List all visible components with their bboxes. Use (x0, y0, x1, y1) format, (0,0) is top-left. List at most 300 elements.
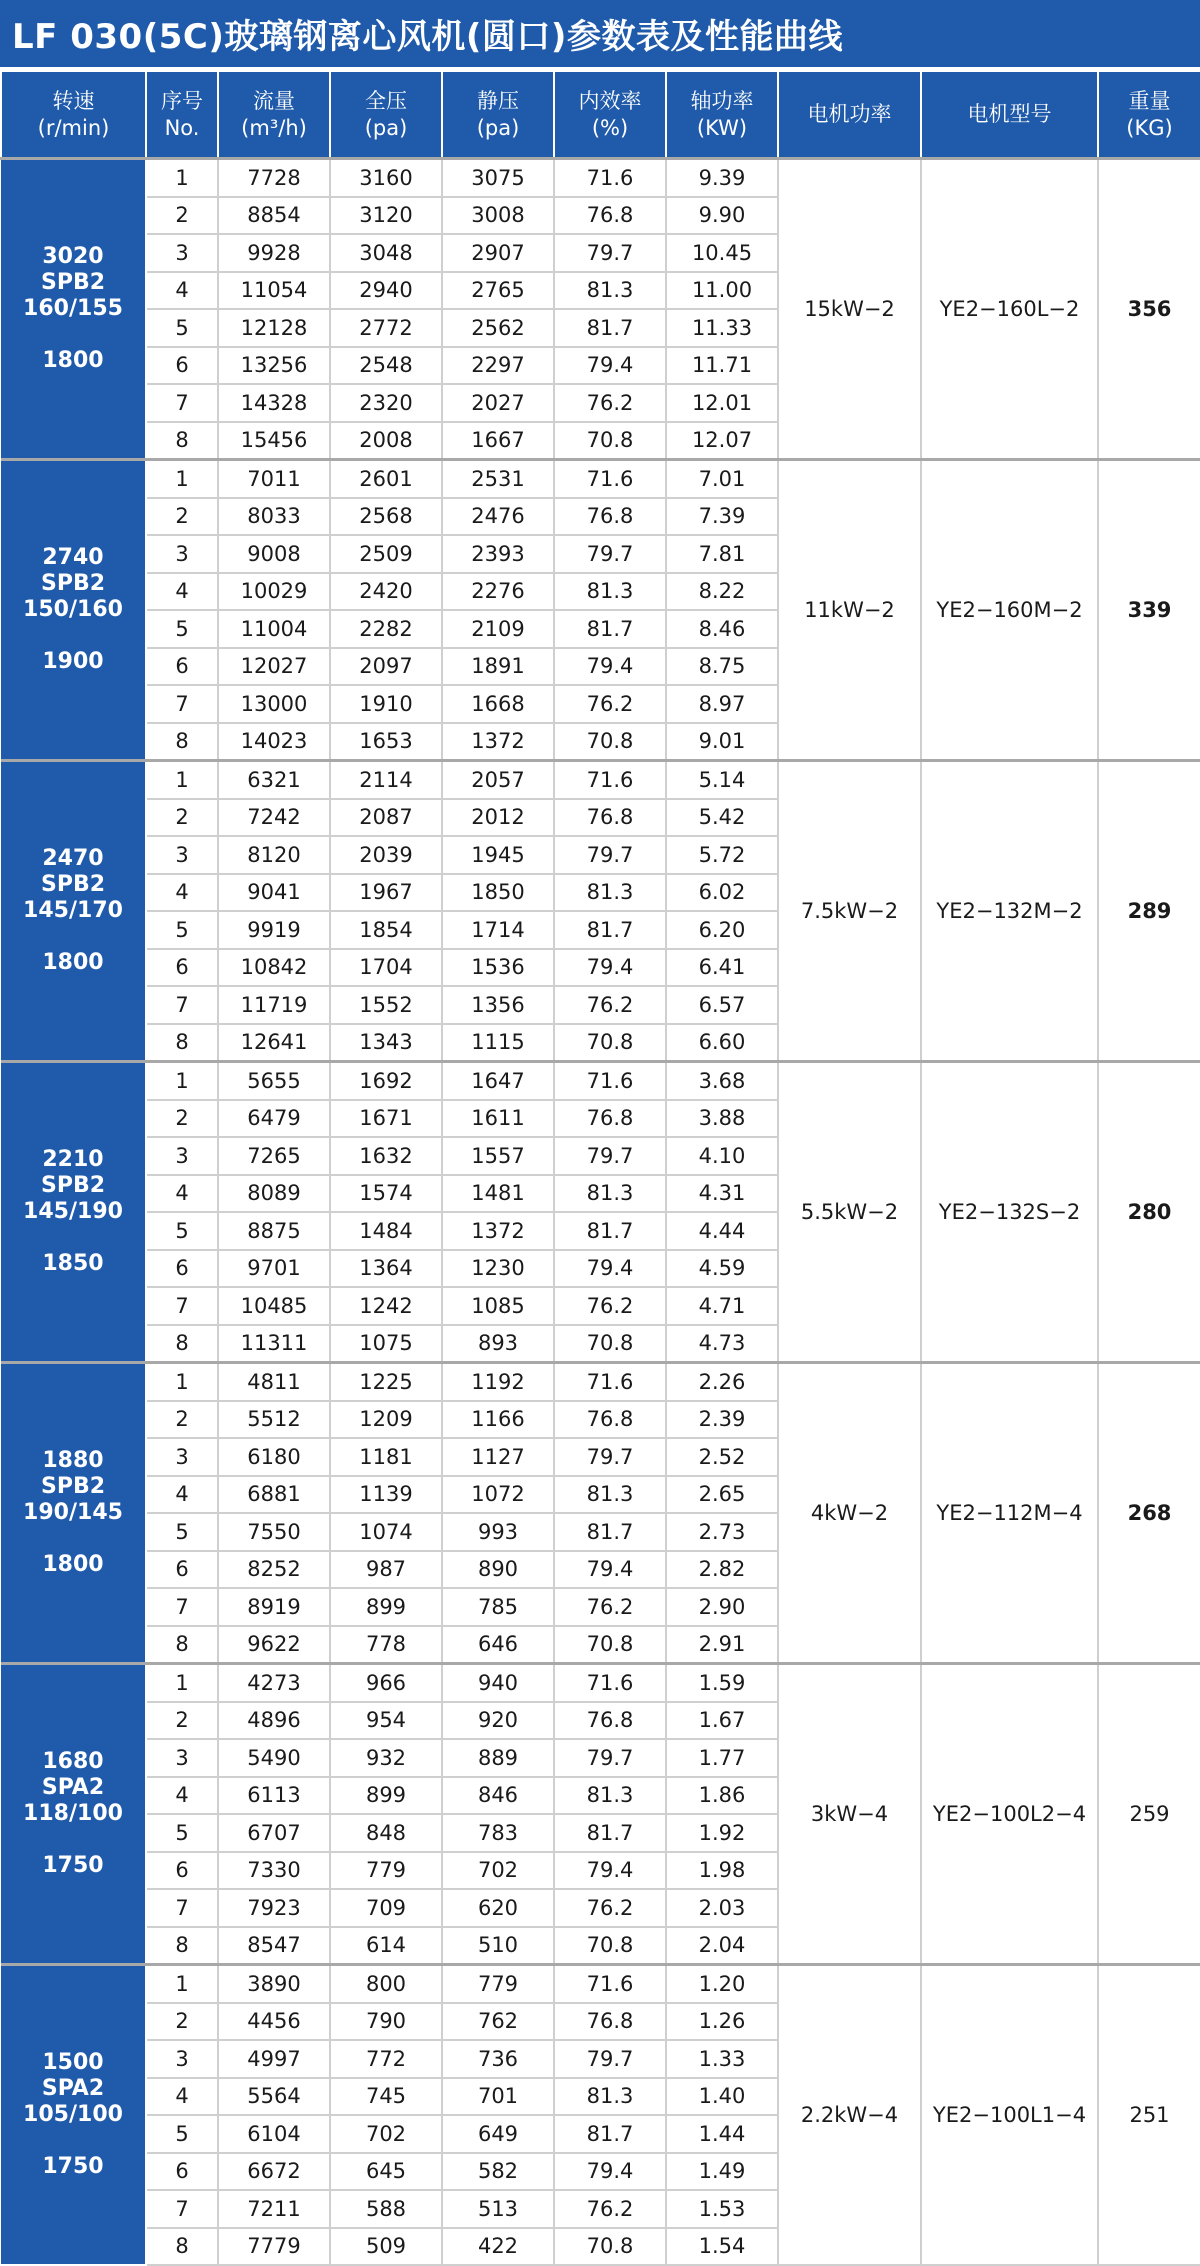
header-number: 序号 No. (146, 71, 218, 159)
total-pressure-value: 1209 (330, 1401, 442, 1439)
efficiency-value: 71.6 (554, 1965, 666, 2003)
header-total-pressure: 全压 (pa) (330, 71, 442, 159)
motor-model-cell: YE2−112M−4 (921, 1363, 1098, 1664)
total-pressure-value: 1364 (330, 1250, 442, 1288)
flow-value: 9928 (218, 234, 330, 272)
static-pressure-value: 993 (442, 1513, 554, 1551)
row-number: 1 (146, 159, 218, 197)
flow-value: 9622 (218, 1626, 330, 1664)
static-pressure-value: 2562 (442, 309, 554, 347)
shaft-power-value: 1.67 (666, 1702, 778, 1740)
flow-value: 8252 (218, 1551, 330, 1589)
row-number: 5 (146, 911, 218, 949)
motor-model-cell: YE2−132M−2 (921, 761, 1098, 1062)
speed-cell: 1680 SPA2 118/100 1750 (1, 1664, 146, 1965)
table-body (1, 159, 1200, 2266)
row-number: 7 (146, 384, 218, 422)
shaft-power-value: 1.77 (666, 1739, 778, 1777)
shaft-power-value: 9.01 (666, 723, 778, 761)
efficiency-value: 79.7 (554, 1137, 666, 1175)
flow-value: 7923 (218, 1889, 330, 1927)
static-pressure-value: 1481 (442, 1175, 554, 1213)
flow-value: 4896 (218, 1702, 330, 1740)
efficiency-value: 70.8 (554, 1927, 666, 1965)
total-pressure-value: 1910 (330, 685, 442, 723)
efficiency-value: 76.2 (554, 685, 666, 723)
shaft-power-value: 12.01 (666, 384, 778, 422)
flow-value: 9919 (218, 911, 330, 949)
flow-value: 4811 (218, 1363, 330, 1401)
flow-value: 8120 (218, 836, 330, 874)
total-pressure-value: 588 (330, 2190, 442, 2228)
shaft-power-value: 11.00 (666, 272, 778, 310)
shaft-power-value: 4.31 (666, 1175, 778, 1213)
total-pressure-value: 745 (330, 2078, 442, 2116)
flow-value: 7265 (218, 1137, 330, 1175)
total-pressure-value: 614 (330, 1927, 442, 1965)
efficiency-value: 76.8 (554, 197, 666, 235)
row-number: 4 (146, 272, 218, 310)
efficiency-value: 70.8 (554, 2228, 666, 2266)
efficiency-value: 81.3 (554, 272, 666, 310)
shaft-power-value: 2.91 (666, 1626, 778, 1664)
total-pressure-value: 645 (330, 2153, 442, 2191)
row-number: 1 (146, 460, 218, 498)
row-number: 8 (146, 1325, 218, 1363)
static-pressure-value: 2531 (442, 460, 554, 498)
row-number: 6 (146, 1551, 218, 1589)
flow-value: 5655 (218, 1062, 330, 1100)
row-number: 6 (146, 1852, 218, 1890)
speed-cell: 3020 SPB2 160/155 1800 (1, 159, 146, 460)
shaft-power-value: 6.60 (666, 1024, 778, 1062)
table-row (1, 460, 1200, 498)
static-pressure-value: 1945 (442, 836, 554, 874)
total-pressure-value: 2039 (330, 836, 442, 874)
static-pressure-value: 701 (442, 2078, 554, 2116)
shaft-power-value: 1.40 (666, 2078, 778, 2116)
shaft-power-value: 7.39 (666, 498, 778, 536)
row-number: 6 (146, 347, 218, 385)
efficiency-value: 81.7 (554, 1814, 666, 1852)
efficiency-value: 79.4 (554, 949, 666, 987)
total-pressure-value: 899 (330, 1777, 442, 1815)
row-number: 4 (146, 1476, 218, 1514)
row-number: 2 (146, 197, 218, 235)
efficiency-value: 79.4 (554, 347, 666, 385)
flow-value: 12641 (218, 1024, 330, 1062)
row-number: 3 (146, 1137, 218, 1175)
shaft-power-value: 2.52 (666, 1438, 778, 1476)
speed-cell: 2740 SPB2 150/160 1900 (1, 460, 146, 761)
efficiency-value: 81.3 (554, 874, 666, 912)
efficiency-value: 81.3 (554, 1476, 666, 1514)
total-pressure-value: 2509 (330, 535, 442, 573)
static-pressure-value: 940 (442, 1664, 554, 1702)
static-pressure-value: 1714 (442, 911, 554, 949)
total-pressure-value: 1181 (330, 1438, 442, 1476)
flow-value: 8875 (218, 1212, 330, 1250)
motor-power-cell: 3kW−4 (778, 1664, 921, 1965)
static-pressure-value: 702 (442, 1852, 554, 1890)
flow-value: 10029 (218, 573, 330, 611)
shaft-power-value: 11.33 (666, 309, 778, 347)
flow-value: 13000 (218, 685, 330, 723)
shaft-power-value: 7.81 (666, 535, 778, 573)
efficiency-value: 81.7 (554, 309, 666, 347)
efficiency-value: 76.8 (554, 799, 666, 837)
row-number: 7 (146, 1889, 218, 1927)
static-pressure-value: 1891 (442, 648, 554, 686)
total-pressure-value: 2601 (330, 460, 442, 498)
static-pressure-value: 785 (442, 1588, 554, 1626)
shaft-power-value: 1.26 (666, 2003, 778, 2041)
speed-cell: 2210 SPB2 145/190 1850 (1, 1062, 146, 1363)
efficiency-value: 76.2 (554, 1287, 666, 1325)
flow-value: 7211 (218, 2190, 330, 2228)
shaft-power-value: 5.14 (666, 761, 778, 799)
total-pressure-value: 509 (330, 2228, 442, 2266)
efficiency-value: 76.8 (554, 2003, 666, 2041)
static-pressure-value: 1667 (442, 422, 554, 460)
efficiency-value: 79.4 (554, 648, 666, 686)
motor-power-cell: 11kW−2 (778, 460, 921, 761)
total-pressure-value: 2114 (330, 761, 442, 799)
efficiency-value: 81.7 (554, 1212, 666, 1250)
total-pressure-value: 1671 (330, 1100, 442, 1138)
flow-value: 8089 (218, 1175, 330, 1213)
shaft-power-value: 1.59 (666, 1664, 778, 1702)
efficiency-value: 81.7 (554, 2115, 666, 2153)
efficiency-value: 71.6 (554, 159, 666, 197)
row-number: 4 (146, 2078, 218, 2116)
efficiency-value: 76.8 (554, 498, 666, 536)
shaft-power-value: 4.44 (666, 1212, 778, 1250)
efficiency-value: 81.3 (554, 573, 666, 611)
total-pressure-value: 1075 (330, 1325, 442, 1363)
motor-power-cell: 7.5kW−2 (778, 761, 921, 1062)
row-number: 3 (146, 1438, 218, 1476)
row-number: 6 (146, 648, 218, 686)
row-number: 5 (146, 1513, 218, 1551)
motor-model-cell: YE2−100L1−4 (921, 1965, 1098, 2266)
shaft-power-value: 2.90 (666, 1588, 778, 1626)
shaft-power-value: 4.73 (666, 1325, 778, 1363)
efficiency-value: 70.8 (554, 422, 666, 460)
row-number: 7 (146, 1588, 218, 1626)
motor-model-cell: YE2−160L−2 (921, 159, 1098, 460)
row-number: 2 (146, 498, 218, 536)
efficiency-value: 70.8 (554, 1626, 666, 1664)
static-pressure-value: 2765 (442, 272, 554, 310)
total-pressure-value: 2548 (330, 347, 442, 385)
static-pressure-value: 1166 (442, 1401, 554, 1439)
shaft-power-value: 1.53 (666, 2190, 778, 2228)
shaft-power-value: 9.90 (666, 197, 778, 235)
shaft-power-value: 7.01 (666, 460, 778, 498)
row-number: 8 (146, 2228, 218, 2266)
total-pressure-value: 1704 (330, 949, 442, 987)
efficiency-value: 76.2 (554, 2190, 666, 2228)
static-pressure-value: 2012 (442, 799, 554, 837)
static-pressure-value: 1557 (442, 1137, 554, 1175)
total-pressure-value: 709 (330, 1889, 442, 1927)
efficiency-value: 79.7 (554, 1739, 666, 1777)
efficiency-value: 79.7 (554, 535, 666, 573)
total-pressure-value: 1632 (330, 1137, 442, 1175)
efficiency-value: 76.2 (554, 1588, 666, 1626)
total-pressure-value: 2940 (330, 272, 442, 310)
flow-value: 6479 (218, 1100, 330, 1138)
efficiency-value: 71.6 (554, 1363, 666, 1401)
flow-value: 11004 (218, 610, 330, 648)
shaft-power-value: 6.41 (666, 949, 778, 987)
static-pressure-value: 2907 (442, 234, 554, 272)
row-number: 5 (146, 610, 218, 648)
static-pressure-value: 422 (442, 2228, 554, 2266)
weight-cell: 356 (1098, 159, 1200, 460)
row-number: 1 (146, 1965, 218, 2003)
row-number: 5 (146, 309, 218, 347)
motor-model-cell: YE2−100L2−4 (921, 1664, 1098, 1965)
weight-cell: 339 (1098, 460, 1200, 761)
static-pressure-value: 783 (442, 1814, 554, 1852)
table-row (1, 159, 1200, 197)
efficiency-value: 71.6 (554, 761, 666, 799)
shaft-power-value: 1.20 (666, 1965, 778, 2003)
weight-cell: 280 (1098, 1062, 1200, 1363)
efficiency-value: 81.3 (554, 2078, 666, 2116)
shaft-power-value: 6.57 (666, 986, 778, 1024)
shaft-power-value: 6.02 (666, 874, 778, 912)
shaft-power-value: 9.39 (666, 159, 778, 197)
flow-value: 8854 (218, 197, 330, 235)
row-number: 6 (146, 2153, 218, 2191)
total-pressure-value: 848 (330, 1814, 442, 1852)
efficiency-value: 79.7 (554, 836, 666, 874)
static-pressure-value: 513 (442, 2190, 554, 2228)
flow-value: 6113 (218, 1777, 330, 1815)
row-number: 5 (146, 1212, 218, 1250)
efficiency-value: 76.2 (554, 1889, 666, 1927)
total-pressure-value: 2097 (330, 648, 442, 686)
shaft-power-value: 1.44 (666, 2115, 778, 2153)
efficiency-value: 79.7 (554, 234, 666, 272)
static-pressure-value: 510 (442, 1927, 554, 1965)
static-pressure-value: 1668 (442, 685, 554, 723)
flow-value: 10485 (218, 1287, 330, 1325)
row-number: 1 (146, 1363, 218, 1401)
static-pressure-value: 582 (442, 2153, 554, 2191)
shaft-power-value: 8.97 (666, 685, 778, 723)
total-pressure-value: 966 (330, 1664, 442, 1702)
header-shaft-power: 轴功率 (KW) (666, 71, 778, 159)
total-pressure-value: 1225 (330, 1363, 442, 1401)
flow-value: 5512 (218, 1401, 330, 1439)
static-pressure-value: 2057 (442, 761, 554, 799)
total-pressure-value: 1552 (330, 986, 442, 1024)
speed-cell: 1880 SPB2 190/145 1800 (1, 1363, 146, 1664)
shaft-power-value: 2.03 (666, 1889, 778, 1927)
total-pressure-value: 2420 (330, 573, 442, 611)
shaft-power-value: 1.98 (666, 1852, 778, 1890)
shaft-power-value: 2.73 (666, 1513, 778, 1551)
row-number: 5 (146, 2115, 218, 2153)
motor-model-cell: YE2−160M−2 (921, 460, 1098, 761)
flow-value: 4273 (218, 1664, 330, 1702)
efficiency-value: 76.2 (554, 384, 666, 422)
flow-value: 6881 (218, 1476, 330, 1514)
motor-model-cell: YE2−132S−2 (921, 1062, 1098, 1363)
row-number: 8 (146, 422, 218, 460)
motor-power-cell: 2.2kW−4 (778, 1965, 921, 2266)
flow-value: 12027 (218, 648, 330, 686)
efficiency-value: 81.3 (554, 1175, 666, 1213)
total-pressure-value: 1854 (330, 911, 442, 949)
shaft-power-value: 5.42 (666, 799, 778, 837)
total-pressure-value: 2772 (330, 309, 442, 347)
shaft-power-value: 1.86 (666, 1777, 778, 1815)
efficiency-value: 81.7 (554, 1513, 666, 1551)
table-row (1, 1363, 1200, 1401)
total-pressure-value: 3048 (330, 234, 442, 272)
row-number: 2 (146, 2003, 218, 2041)
static-pressure-value: 1356 (442, 986, 554, 1024)
row-number: 4 (146, 1777, 218, 1815)
static-pressure-value: 2297 (442, 347, 554, 385)
efficiency-value: 76.8 (554, 1702, 666, 1740)
efficiency-value: 79.7 (554, 2040, 666, 2078)
shaft-power-value: 1.33 (666, 2040, 778, 2078)
total-pressure-value: 772 (330, 2040, 442, 2078)
efficiency-value: 70.8 (554, 1325, 666, 1363)
static-pressure-value: 889 (442, 1739, 554, 1777)
flow-value: 9041 (218, 874, 330, 912)
row-number: 3 (146, 836, 218, 874)
flow-value: 9008 (218, 535, 330, 573)
flow-value: 9701 (218, 1250, 330, 1288)
weight-cell: 289 (1098, 761, 1200, 1062)
shaft-power-value: 2.39 (666, 1401, 778, 1439)
efficiency-value: 76.2 (554, 986, 666, 1024)
efficiency-value: 79.7 (554, 1438, 666, 1476)
static-pressure-value: 1230 (442, 1250, 554, 1288)
row-number: 2 (146, 799, 218, 837)
flow-value: 6180 (218, 1438, 330, 1476)
flow-value: 6321 (218, 761, 330, 799)
flow-value: 7550 (218, 1513, 330, 1551)
static-pressure-value: 2109 (442, 610, 554, 648)
efficiency-value: 81.3 (554, 1777, 666, 1815)
static-pressure-value: 2027 (442, 384, 554, 422)
page-title: LF 030(5C)玻璃钢离心风机(圆口)参数表及性能曲线 (0, 0, 1200, 70)
shaft-power-value: 2.82 (666, 1551, 778, 1589)
row-number: 7 (146, 2190, 218, 2228)
total-pressure-value: 1343 (330, 1024, 442, 1062)
row-number: 4 (146, 573, 218, 611)
static-pressure-value: 646 (442, 1626, 554, 1664)
weight-cell: 251 (1098, 1965, 1200, 2266)
row-number: 6 (146, 1250, 218, 1288)
total-pressure-value: 2008 (330, 422, 442, 460)
total-pressure-value: 2087 (330, 799, 442, 837)
efficiency-value: 79.4 (554, 1250, 666, 1288)
row-number: 3 (146, 2040, 218, 2078)
shaft-power-value: 11.71 (666, 347, 778, 385)
total-pressure-value: 1574 (330, 1175, 442, 1213)
flow-value: 8547 (218, 1927, 330, 1965)
shaft-power-value: 2.26 (666, 1363, 778, 1401)
static-pressure-value: 1192 (442, 1363, 554, 1401)
total-pressure-value: 1139 (330, 1476, 442, 1514)
row-number: 5 (146, 1814, 218, 1852)
total-pressure-value: 3160 (330, 159, 442, 197)
row-number: 7 (146, 685, 218, 723)
efficiency-value: 81.7 (554, 610, 666, 648)
row-number: 8 (146, 1927, 218, 1965)
efficiency-value: 76.8 (554, 1401, 666, 1439)
total-pressure-value: 1653 (330, 723, 442, 761)
weight-cell: 268 (1098, 1363, 1200, 1664)
efficiency-value: 71.6 (554, 460, 666, 498)
total-pressure-value: 1242 (330, 1287, 442, 1325)
flow-value: 11311 (218, 1325, 330, 1363)
static-pressure-value: 1611 (442, 1100, 554, 1138)
flow-value: 12128 (218, 309, 330, 347)
shaft-power-value: 1.49 (666, 2153, 778, 2191)
shaft-power-value: 1.92 (666, 1814, 778, 1852)
static-pressure-value: 893 (442, 1325, 554, 1363)
static-pressure-value: 762 (442, 2003, 554, 2041)
total-pressure-value: 800 (330, 1965, 442, 2003)
total-pressure-value: 1484 (330, 1212, 442, 1250)
flow-value: 11054 (218, 272, 330, 310)
shaft-power-value: 4.59 (666, 1250, 778, 1288)
static-pressure-value: 1536 (442, 949, 554, 987)
shaft-power-value: 6.20 (666, 911, 778, 949)
weight-cell: 259 (1098, 1664, 1200, 1965)
table-row (1, 761, 1200, 799)
header-flow: 流量 (m³/h) (218, 71, 330, 159)
flow-value: 7330 (218, 1852, 330, 1890)
static-pressure-value: 1072 (442, 1476, 554, 1514)
total-pressure-value: 1074 (330, 1513, 442, 1551)
row-number: 1 (146, 761, 218, 799)
flow-value: 8033 (218, 498, 330, 536)
flow-value: 5564 (218, 2078, 330, 2116)
total-pressure-value: 1692 (330, 1062, 442, 1100)
row-number: 3 (146, 535, 218, 573)
total-pressure-value: 2282 (330, 610, 442, 648)
shaft-power-value: 5.72 (666, 836, 778, 874)
header-row (1, 71, 1200, 159)
flow-value: 6672 (218, 2153, 330, 2191)
table-row (1, 1062, 1200, 1100)
flow-value: 5490 (218, 1739, 330, 1777)
table-row (1, 1965, 1200, 2003)
shaft-power-value: 1.54 (666, 2228, 778, 2266)
flow-value: 10842 (218, 949, 330, 987)
flow-value: 4456 (218, 2003, 330, 2041)
total-pressure-value: 778 (330, 1626, 442, 1664)
row-number: 7 (146, 986, 218, 1024)
shaft-power-value: 12.07 (666, 422, 778, 460)
flow-value: 7728 (218, 159, 330, 197)
speed-cell: 2470 SPB2 145/170 1800 (1, 761, 146, 1062)
row-number: 3 (146, 234, 218, 272)
row-number: 8 (146, 723, 218, 761)
row-number: 2 (146, 1100, 218, 1138)
